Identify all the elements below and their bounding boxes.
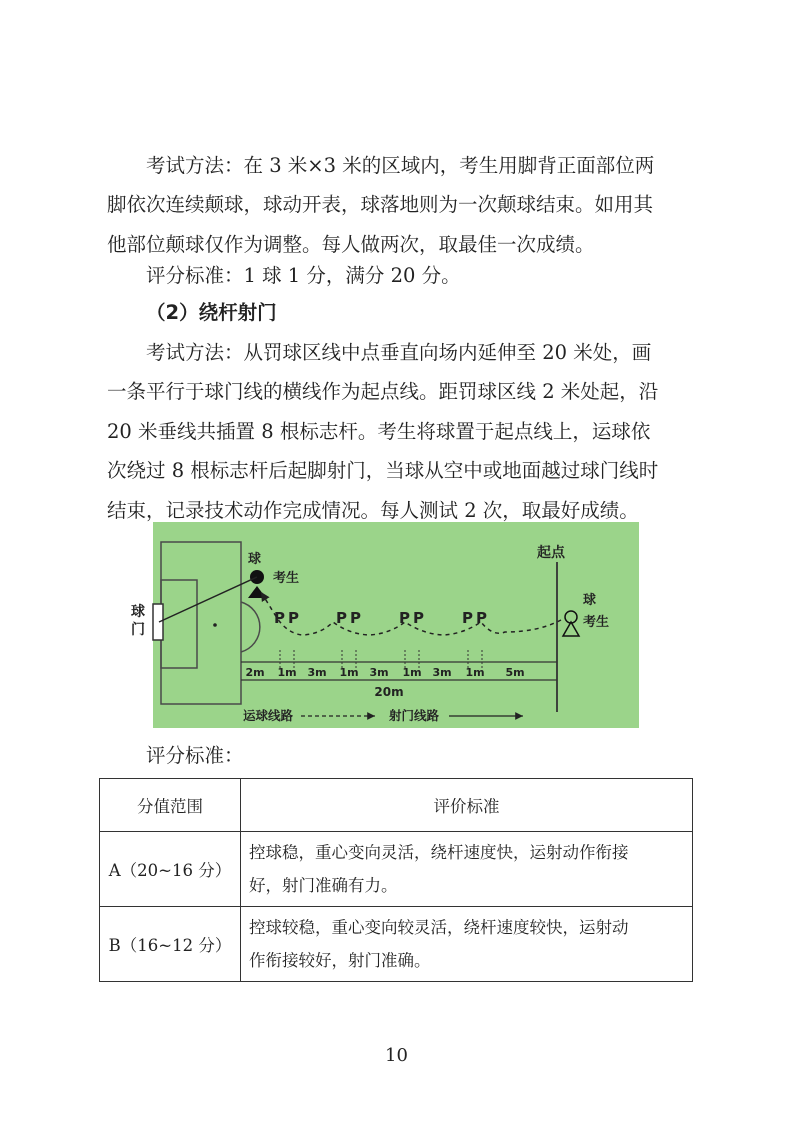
- pole-2: P: [288, 609, 299, 627]
- scoring-table: [99, 778, 693, 982]
- goal-label-2: 门: [131, 622, 145, 638]
- table-header-criteria: 评价标准: [241, 779, 693, 832]
- criteria-line: 控球稳，重心变向灵活，绕杆速度快，运射动作衔接: [249, 843, 629, 862]
- scoring-standard-2: [107, 736, 736, 776]
- criteria-cell: [241, 907, 693, 982]
- segment-label-1: 2m: [245, 666, 265, 679]
- criteria-cell: [241, 832, 693, 907]
- goal: [153, 604, 163, 640]
- criteria-line: 作衔接较好，射门准确。: [249, 951, 431, 970]
- pole-4: P: [350, 609, 361, 627]
- section-heading: （2）绕杆射门: [146, 301, 277, 324]
- segment-label-9: 5m: [505, 666, 525, 679]
- scoring-standard-1: [107, 256, 736, 296]
- text-line: 他部位颠球仅作为调整。每人做两次，取最佳一次成绩。: [107, 232, 595, 256]
- pole-5: P: [399, 609, 410, 627]
- table-row: [100, 907, 693, 982]
- ball-label-left: 球: [248, 552, 262, 567]
- segment-label-7: 3m: [432, 666, 452, 679]
- shot-route-label: 射门线路: [389, 708, 440, 723]
- student-label-right: 考生: [583, 615, 610, 630]
- range-cell: A（20~16 分）: [100, 832, 241, 907]
- text-line: 考试方法：在 3 米×3 米的区域内，考生用脚背正面部位两: [146, 154, 655, 177]
- start-label: 起点: [537, 545, 565, 561]
- exam-method-paragraph-2-cont: [107, 372, 697, 530]
- segment-label-4: 1m: [339, 666, 359, 679]
- text-line: 考试方法：从罚球区线中点垂直向场内延伸至 20 米处，画: [146, 341, 652, 364]
- text-line: 次绕过 8 根标志杆后起脚射门，当球从空中或地面越过球门线时: [107, 459, 659, 482]
- pole-6: P: [413, 609, 424, 627]
- student-label-left: 考生: [273, 571, 300, 586]
- page-number: 10: [385, 1045, 408, 1066]
- text-line: 评分标准：1 球 1 分，满分 20 分。: [146, 264, 461, 287]
- text-line: 一条平行于球门线的横线作为起点线。距罚球区线 2 米处起，沿: [107, 380, 659, 403]
- table-header-row: [100, 779, 693, 832]
- dribble-shot-diagram: [131, 522, 639, 728]
- table-row: [100, 832, 693, 907]
- text-line: 结束，记录技术动作完成情况。每人测试 2 次，取最好成绩。: [107, 498, 639, 522]
- segment-labels: [245, 666, 524, 679]
- text-line: 20 米垂线共插置 8 根标志杆。考生将球置于起点线上，运球依: [107, 419, 651, 443]
- segment-label-2: 1m: [277, 666, 297, 679]
- pole-1: P: [274, 609, 285, 627]
- range-cell: B（16~12 分）: [100, 907, 241, 982]
- goal-label-1: 球: [131, 604, 145, 620]
- exam-method-paragraph-2: [107, 333, 736, 373]
- table-header-range: 分值范围: [100, 779, 241, 832]
- pole-8: P: [476, 609, 487, 627]
- segment-label-3: 3m: [307, 666, 327, 679]
- text-line: 脚依次连续颠球，球动开表，球落地则为一次颠球结束。如用其: [107, 193, 654, 216]
- criteria-line: 控球较稳，重心变向较灵活，绕杆速度较快，运射动: [249, 918, 629, 937]
- criteria-line: 好，射门准确有力。: [249, 876, 398, 895]
- segment-label-8: 1m: [465, 666, 485, 679]
- total-distance-label: 20m: [374, 685, 404, 699]
- penalty-spot: [213, 623, 217, 627]
- exam-method-paragraph-1-cont: [107, 185, 697, 264]
- segment-label-6: 1m: [402, 666, 422, 679]
- exam-method-paragraph-1: [107, 146, 736, 186]
- text-line: 评分标准：: [146, 744, 244, 767]
- pole-7: P: [462, 609, 473, 627]
- segment-label-5: 3m: [369, 666, 389, 679]
- pole-3: P: [336, 609, 347, 627]
- ball-label-right: 球: [583, 593, 597, 608]
- dribble-route-label: 运球线路: [243, 708, 294, 723]
